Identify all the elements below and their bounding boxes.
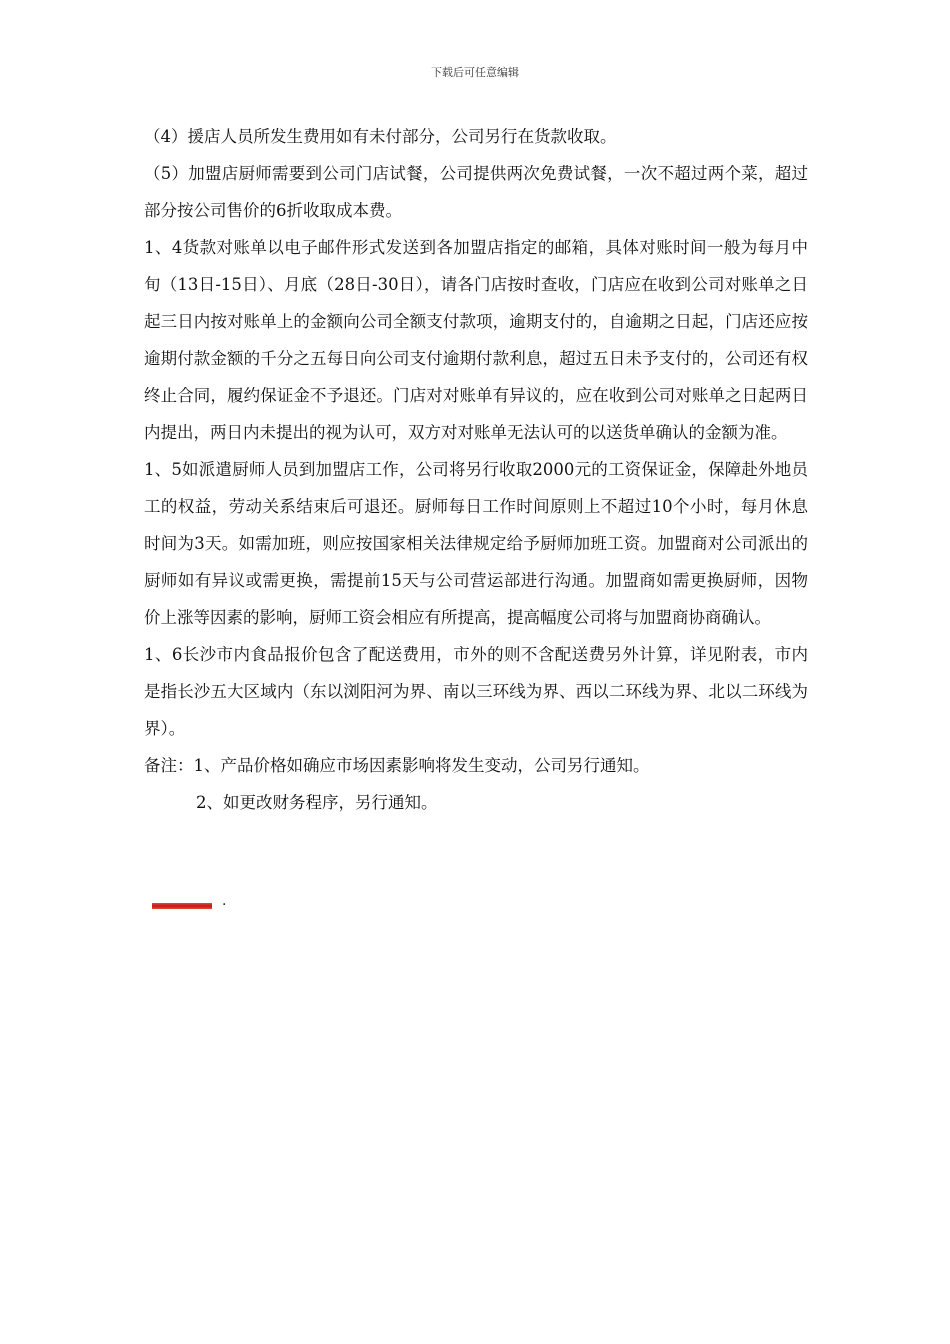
page-header: 下载后可任意编辑 [431, 66, 519, 79]
footer-red-bar [152, 903, 212, 909]
footer-dot: . [222, 893, 227, 909]
document-body [144, 118, 808, 821]
paragraph-1-5-chef-dispatch: 1、5如派遣厨师人员到加盟店工作，公司将另行收取2000元的工资保证金，保障赴外地员工的权益，劳动关系结束后可退还。厨师每日工作时间原则上不超过10个小时，每月休息时间为3天。如需加班，则应按国家相关法律规定给予厨师加班工资。加盟商对公司派出的厨师如有异议或需更换，需提前15天与公司营运部进行沟通。加盟商如需更换厨师，因物价上涨等因素的影响，厨师工资会相应有所提高，提高幅度公司将与加盟商协商确认。 [144, 460, 808, 627]
paragraph-remark-1: 备注：1、产品价格如确应市场因素影响将发生变动，公司另行通知。 [144, 756, 650, 775]
paragraph-staff-fees: （4）援店人员所发生费用如有未付部分，公司另行在货款收取。 [144, 127, 617, 146]
paragraph-1-6-delivery: 1、6长沙市内食品报价包含了配送费用，市外的则不含配送费另外计算，详见附表，市内是指长沙五大区域内（东以浏阳河为界、南以三环线为界、西以二环线为界、北以二环线为界）。 [144, 645, 808, 738]
paragraph-chef-trial: （5）加盟店厨师需要到公司门店试餐，公司提供两次免费试餐，一次不超过两个菜，超过部分按公司售价的6折收取成本费。 [144, 164, 808, 220]
paragraph-remark-2: 2、如更改财务程序，另行通知。 [196, 793, 438, 812]
paragraph-1-4-statement: 1、4货款对账单以电子邮件形式发送到各加盟店指定的邮箱，具体对账时间一般为每月中旬（13日-15日）、月底（28日-30日），请各门店按时查收，门店应在收到公司对账单之日起三日内按对账单上的金额向公司全额支付款项，逾期支付的，自逾期之日起，门店还应按逾期付款金额的千分之五每日向公司支付逾期付款利息，超过五日未予支付的，公司还有权终止合同，履约保证金不予退还。门店对对账单有异议的，应在收到公司对账单之日起两日内提出，两日内未提出的视为认可，双方对对账单无法认可的以送货单确认的金额为准。 [144, 238, 808, 442]
